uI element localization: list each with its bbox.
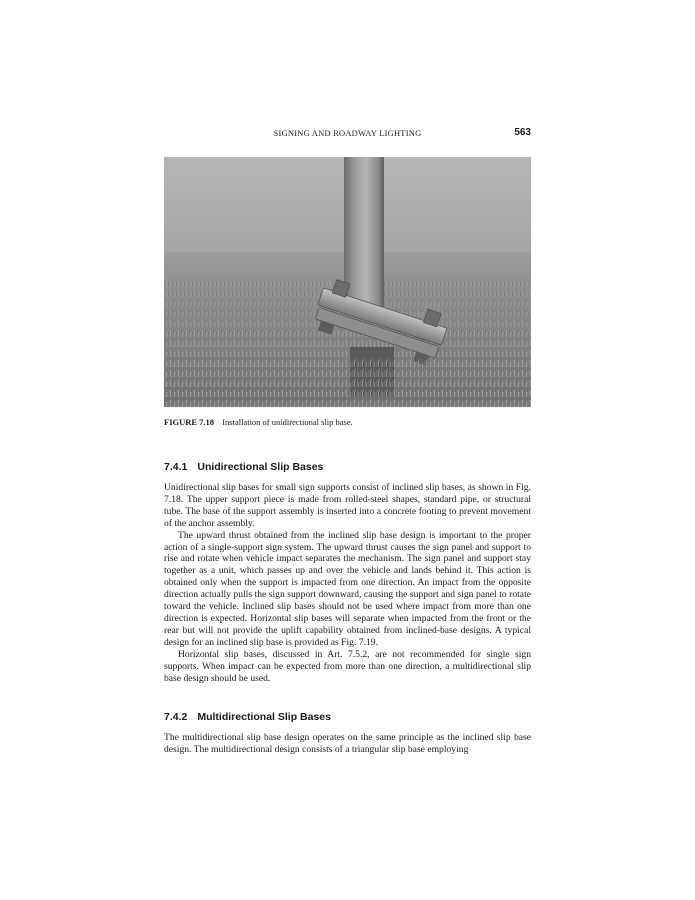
section-body-7-4-2	[164, 732, 531, 756]
figure-caption	[164, 417, 531, 427]
section-body-7-4-1	[164, 482, 531, 684]
section-heading-7-4-2	[164, 711, 331, 723]
running-head-title: SIGNING AND ROADWAY LIGHTING	[273, 128, 422, 138]
figure-photo-slip-base	[164, 157, 531, 407]
paragraph: Unidirectional slip bases for small sign supports consist of inclined slip bases, as shown in Fig. 7.18. The upper support piece is made from rolled-steel shapes, standard pipe, or structural tube. The base of the support assembly is inserted into a concrete footing to prevent movement of the anchor assembly.	[164, 482, 531, 529]
section-number: 7.4.1	[164, 461, 188, 473]
section-title: Multidirectional Slip Bases	[197, 711, 331, 723]
section-heading-7-4-1	[164, 461, 323, 473]
page-number: 563	[514, 127, 531, 138]
section-number: 7.4.2	[164, 711, 188, 723]
paragraph: The multidirectional slip base design operates on the same principle as the inclined slip base design. The multidirectional design consists of a triangular slip base employing	[164, 732, 531, 755]
paragraph: The upward thrust obtained from the inclined slip base design is important to the proper action of a single-support sign system. The upward thrust causes the sign panel and support to rise and rotate when vehicle impact separates the mechanism. The sign panel and support stay together as a unit, which passes up and over the vehicle and lands behind it. This action is obtained only when the support is impacted from one direction. An impact from the opposite direction actually pulls the sign support downward, causing the support and sign panel to rotate toward the vehicle. Inclined slip bases should not be used where impact from more than one direction is expected. Horizontal slip bases will separate when impacted from the front or the rear but will not provide the uplift capability obtained from inclined-base designs. A typical design for an inclined slip base is provided as Fig. 7.19.	[164, 529, 531, 648]
figure-caption-text: Installation of unidirectional slip base.	[222, 417, 353, 427]
slip-base-photo	[164, 157, 531, 407]
figure-label: FIGURE 7.18	[164, 417, 215, 427]
paragraph: Horizontal slip bases, discussed in Art. 7.5.2, are not recommended for single sign supports. When impact can be expected from more than one direction, a multidirectional slip base design should be used.	[164, 648, 531, 684]
section-title: Unidirectional Slip Bases	[197, 461, 324, 473]
running-head	[164, 127, 531, 141]
